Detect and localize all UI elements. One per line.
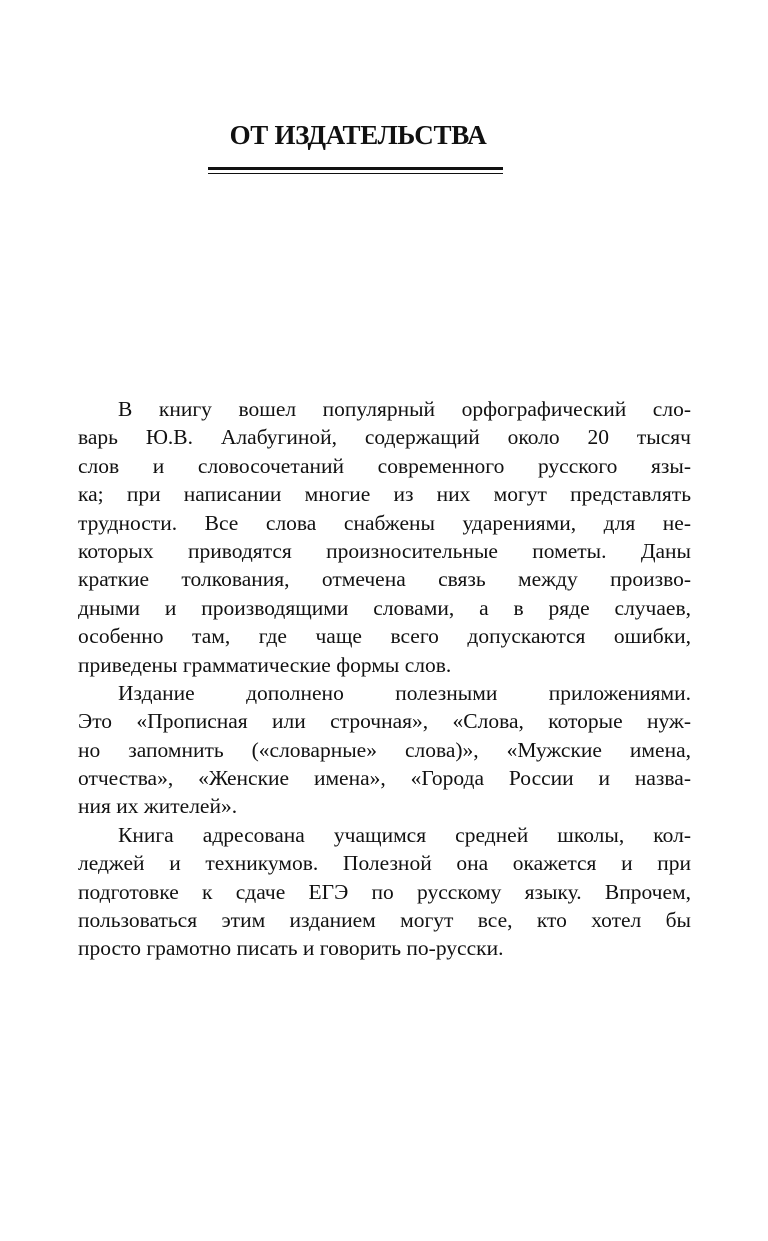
text-line: леджей и техникумов. Полезной она окажется и при xyxy=(78,851,691,876)
title-divider-thick xyxy=(208,167,503,170)
text-line: ка; при написании многие из них могут представлять xyxy=(78,482,691,507)
text-line: пользоваться этим изданием могут все, кто хотел бы xyxy=(78,908,691,933)
text-line: трудности. Все слова снабжены ударениями, для не- xyxy=(78,510,691,535)
title-divider-thin xyxy=(208,173,503,174)
text-line: дными и производящими словами, а в ряде случаев, xyxy=(78,595,691,620)
text-line: просто грамотно писать и говорить по-русски. xyxy=(78,936,504,961)
text-line: слов и словосочетаний современного русского язы- xyxy=(78,453,691,478)
text-line: краткие толкования, отмечена связь между произво- xyxy=(78,567,691,592)
text-line: отчества», «Женские имена», «Города России и назва- xyxy=(78,766,691,791)
page-title: ОТ ИЗДАТЕЛЬСТВА xyxy=(229,120,487,150)
text-line: но запомнить («словарные» слова)», «Мужские имена, xyxy=(78,737,691,762)
body-text xyxy=(78,395,691,963)
text-line: особенно там, где чаще всего допускаются ошибки, xyxy=(78,624,691,649)
text-line: приведены грамматические формы слов. xyxy=(78,652,452,677)
text-line: варь Ю.В. Алабугиной, содержащий около 20 тысяч xyxy=(78,425,691,450)
text-line: подготовке к сдаче ЕГЭ по русскому языку. Впрочем, xyxy=(78,879,691,904)
text-line: Это «Прописная или строчная», «Слова, которые нуж- xyxy=(78,709,691,734)
text-line: ния их жителей». xyxy=(78,794,238,819)
text-line: В книгу вошел популярный орфографический сло- xyxy=(118,397,691,421)
text-line: Книга адресована учащимся средней школы, кол- xyxy=(118,822,691,847)
text-line: Издание дополнено полезными приложениями. xyxy=(118,680,691,705)
text-line: которых приводятся произносительные пометы. Даны xyxy=(78,538,691,563)
